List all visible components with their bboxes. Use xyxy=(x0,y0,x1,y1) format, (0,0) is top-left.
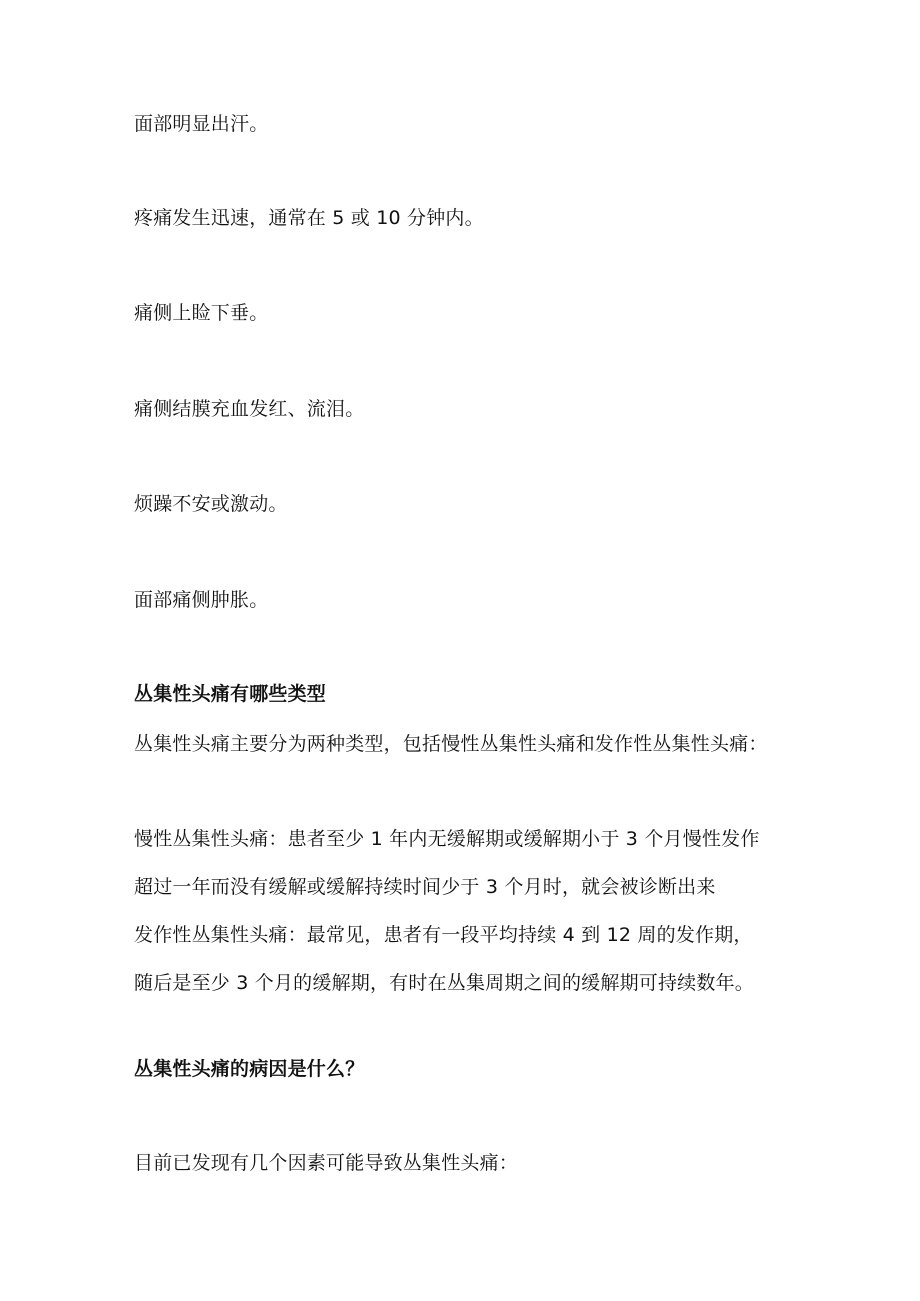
chronic-type-line-1: 慢性丛集性头痛：患者至少 1 年内无缓解期或缓解期小于 3 个月慢性发作 xyxy=(134,828,760,850)
episodic-type-line-2: 随后是至少 3 个月的缓解期，有时在丛集周期之间的缓解期可持续数年。 xyxy=(134,972,754,994)
section-heading-causes: 丛集性头痛的病因是什么？ xyxy=(134,1058,365,1080)
symptom-rapid-onset: 疼痛发生迅速，通常在 5 或 10 分钟内。 xyxy=(134,207,484,229)
symptom-agitation: 烦躁不安或激动。 xyxy=(134,493,288,515)
symptom-conjunctival-redness: 痛侧结膜充血发红、流泪。 xyxy=(134,398,365,420)
symptom-ptosis: 痛侧上睑下垂。 xyxy=(134,302,269,324)
symptom-sweating: 面部明显出汗。 xyxy=(134,113,269,135)
types-intro-paragraph: 丛集性头痛主要分为两种类型，包括慢性丛集性头痛和发作性丛集性头痛： xyxy=(134,733,768,755)
symptom-facial-swelling: 面部痛侧肿胀。 xyxy=(134,589,269,611)
chronic-type-line-2: 超过一年而没有缓解或缓解持续时间少于 3 个月时，就会被诊断出来 xyxy=(134,876,716,898)
causes-intro-paragraph: 目前已发现有几个因素可能导致丛集性头痛： xyxy=(134,1152,519,1174)
episodic-type-line-1: 发作性丛集性头痛：最常见，患者有一段平均持续 4 到 12 周的发作期， xyxy=(134,924,753,946)
section-heading-types: 丛集性头痛有哪些类型 xyxy=(134,683,327,705)
